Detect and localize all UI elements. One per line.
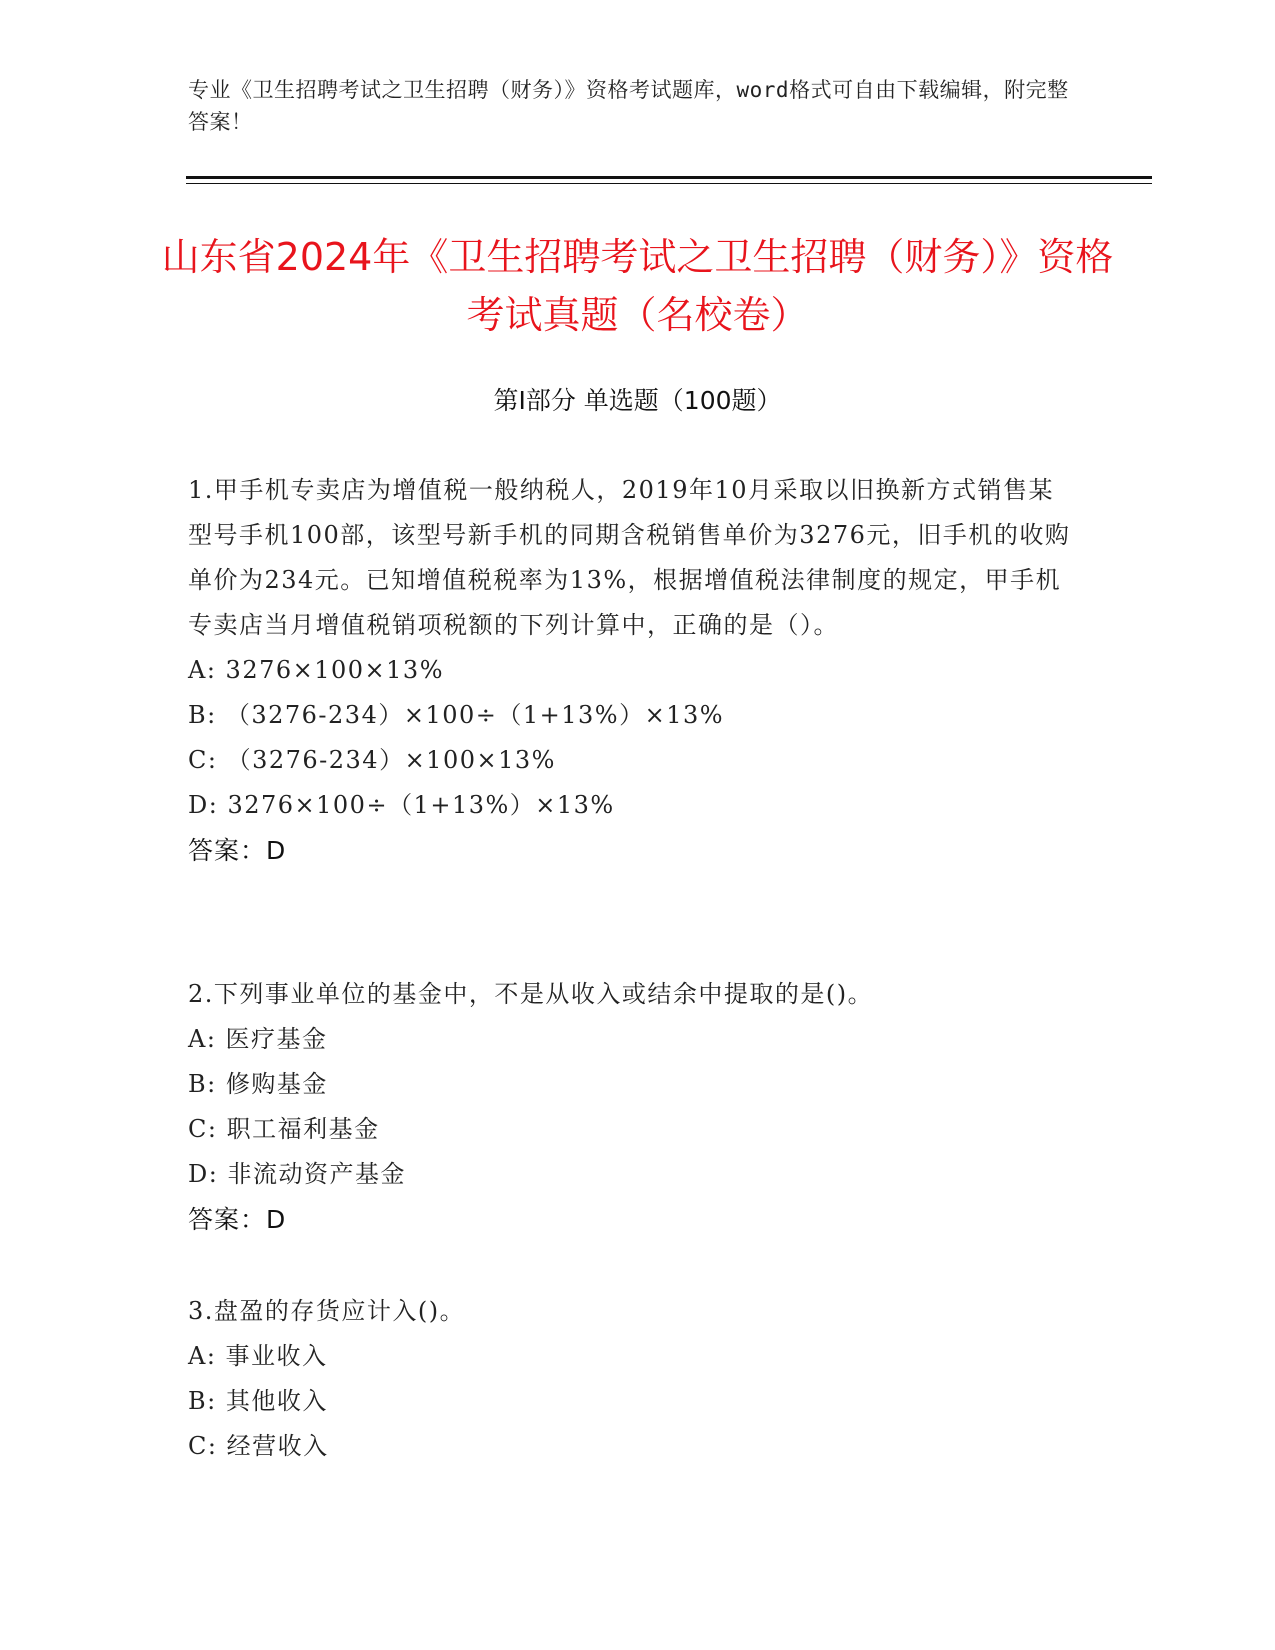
option-b: B: 修购基金 <box>188 1070 328 1098</box>
question-stem: 3.盘盈的存货应计入()。 <box>188 1297 466 1325</box>
header-rule-thick <box>186 176 1152 179</box>
answer: 答案：D <box>188 1205 287 1234</box>
option-c: C: 职工福利基金 <box>188 1115 380 1143</box>
question-2 <box>188 972 1078 1242</box>
option-a: A: 医疗基金 <box>188 1025 328 1053</box>
option-d: D: 非流动资产基金 <box>188 1160 406 1188</box>
option-a: A: 事业收入 <box>188 1342 328 1370</box>
header-rule-thin <box>186 183 1152 184</box>
option-d: D: 3276×100÷（1+13%）×13% <box>188 791 615 819</box>
question-1 <box>188 468 1078 873</box>
option-c: C: 经营收入 <box>188 1432 329 1460</box>
option-c: C: （3276-234）×100×13% <box>188 746 556 774</box>
question-3 <box>188 1289 1078 1469</box>
option-b: B: （3276-234）×100÷（1+13%）×13% <box>188 701 725 729</box>
question-stem: 1.甲手机专卖店为增值税一般纳税人，2019年10月采取以旧换新方式销售某型号手机100部，该型号新手机的同期含税销售单价为3276元，旧手机的收购单价为234元。已知增值税税率为13%，根据增值税法律制度的规定，甲手机专卖店当月增值税销项税额的下列计算中，正确的是（）。 <box>188 476 1071 639</box>
header-note: 专业《卫生招聘考试之卫生招聘（财务）》资格考试题库，word格式可自由下载编辑，附完整答案！ <box>188 78 1069 134</box>
question-stem: 2.下列事业单位的基金中，不是从收入或结余中提取的是()。 <box>188 980 874 1008</box>
option-b: B: 其他收入 <box>188 1387 328 1415</box>
section-heading: 第Ⅰ部分 单选题（100题） <box>493 386 782 415</box>
option-a: A: 3276×100×13% <box>188 656 444 684</box>
document-title: 山东省2024年《卫生招聘考试之卫生招聘（财务）》资格考试真题（名校卷） <box>161 235 1114 337</box>
answer: 答案：D <box>188 836 287 865</box>
